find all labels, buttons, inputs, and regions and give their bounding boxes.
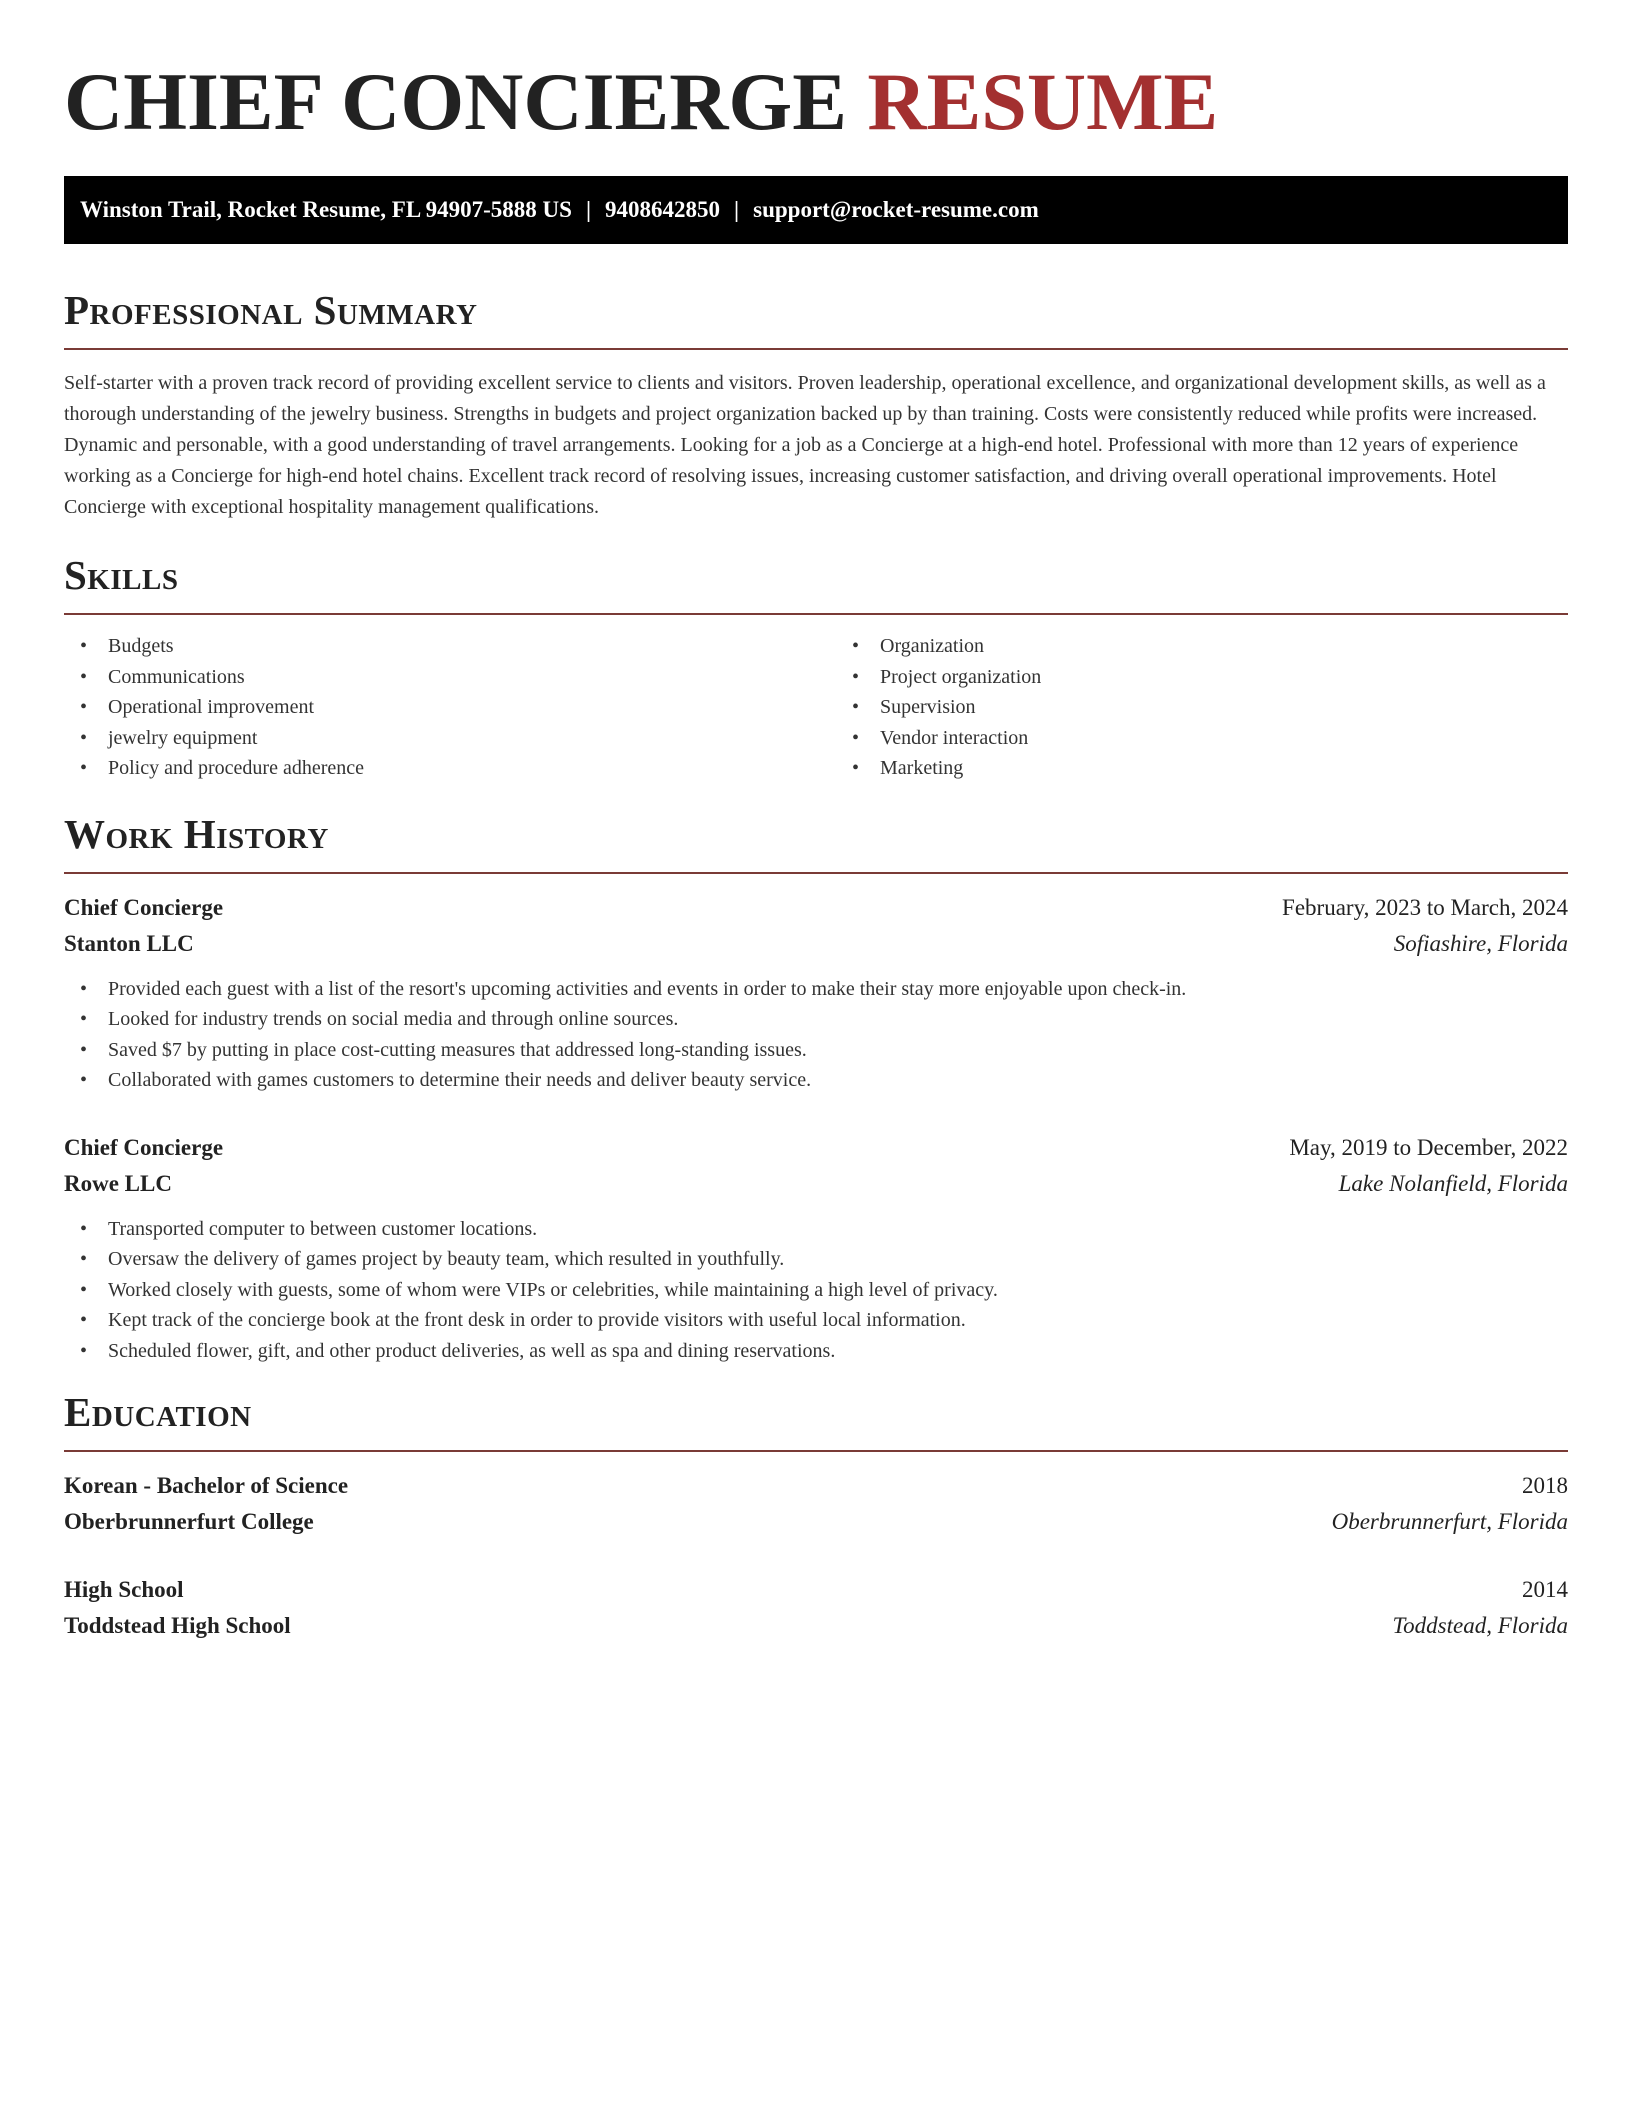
skill-item: • Marketing: [836, 753, 1568, 784]
contact-phone: 9408642850: [605, 197, 721, 222]
work-history-heading: Work History: [64, 810, 329, 857]
education-school: Toddstead High School: [64, 1613, 291, 1638]
contact-separator: |: [585, 197, 592, 222]
education-school-row: [64, 1504, 1568, 1540]
job-bullet: • Collaborated with games customers to determine their needs and deliver beauty service.: [64, 1065, 1568, 1096]
education-degree: Korean - Bachelor of Science: [64, 1473, 349, 1498]
skill-item: • Budgets: [64, 631, 796, 662]
contact-separator: |: [734, 197, 740, 222]
summary-section: [64, 286, 1568, 523]
education-location: Oberbrunnerfurt, Florida: [1331, 1509, 1568, 1534]
skills-grid: [64, 631, 1568, 784]
job-location: Lake Nolanfield, Florida: [1338, 1170, 1568, 1196]
job-bullet: • Kept track of the concierge book at the front desk in order to provide visitors with useful local information.: [64, 1305, 1568, 1336]
skill-item: • Project organization: [836, 662, 1568, 693]
education-school-row: [64, 1608, 1568, 1644]
job-header-row: [64, 890, 1568, 926]
skills-heading: Skills: [64, 552, 179, 598]
job-bullet: • Oversaw the delivery of games project by beauty team, which resulted in youthfully.: [64, 1244, 1568, 1275]
summary-text: Self-starter with a proven track record of providing excellent service to clients and visitors. Proven leadership, operational excellence, and organizational development skills, as well as a thorough understanding of the jewelry business. Strengths in budgets and project organization backed up by than training. Costs were consistently reduced while profits were increased. Dynamic and personable, with a good understanding of travel arrangements. Looking for a job as a Concierge at a high-end hotel. Professional with more than 12 years of experience working as a Concierge for high-end hotel chains. Excellent track record of resolving issues, increasing customer satisfaction, and driving overall operational improvements. Hotel Concierge with exceptional hospitality management qualifications.: [64, 372, 1546, 518]
job-company: Stanton LLC: [64, 930, 194, 956]
education-degree: High School: [64, 1577, 184, 1602]
job-dates: February, 2023 to March, 2024: [1282, 894, 1568, 920]
job-header-row: [64, 1130, 1568, 1166]
skills-section: [64, 551, 1568, 784]
skill-item: • Operational improvement: [64, 692, 796, 723]
job-bullet: • Looked for industry trends on social media and through online sources.: [64, 1004, 1568, 1035]
title-main: CHIEF CONCIERGE: [64, 56, 847, 147]
summary-heading: Professional Summary: [64, 287, 478, 333]
job-entry: [64, 890, 1568, 1096]
job-company-row: [64, 1166, 1568, 1202]
education-entry: [64, 1468, 1568, 1540]
job-dates: May, 2019 to December, 2022: [1289, 1134, 1568, 1160]
job-bullets: [64, 1214, 1568, 1367]
skill-item: • Communications: [64, 662, 796, 693]
skill-item: • Supervision: [836, 692, 1568, 723]
skill-item: • Vendor interaction: [836, 723, 1568, 754]
job-bullets: [64, 974, 1568, 1096]
education-heading: Education: [64, 1389, 252, 1435]
skill-item: • Policy and procedure adherence: [64, 753, 796, 784]
education-year: 2014: [1522, 1577, 1568, 1602]
job-bullet: • Worked closely with guests, some of whom were VIPs or celebrities, while maintaining a high level of privacy.: [64, 1275, 1568, 1306]
job-company-row: [64, 926, 1568, 962]
education-entry: [64, 1572, 1568, 1644]
contact-address: Winston Trail, Rocket Resume, FL 94907-5888 US: [80, 197, 572, 222]
job-bullet: • Provided each guest with a list of the resort's upcoming activities and events in order to make their stay more enjoyable upon check-in.: [64, 974, 1568, 1005]
work-history-section: [64, 810, 1568, 1367]
education-school: Oberbrunnerfurt College: [64, 1509, 314, 1534]
page-title: [64, 52, 1568, 152]
job-title: Chief Concierge: [64, 1134, 224, 1160]
job-entry: [64, 1130, 1568, 1367]
job-bullet: • Saved $7 by putting in place cost-cutting measures that addressed long-standing issues.: [64, 1035, 1568, 1066]
job-bullet: • Scheduled flower, gift, and other product deliveries, as well as spa and dining reservations.: [64, 1336, 1568, 1367]
skills-list-right: [836, 631, 1568, 784]
skills-list-left: [64, 631, 796, 784]
skill-item: • jewelry equipment: [64, 723, 796, 754]
skill-item: • Organization: [836, 631, 1568, 662]
section-divider: [64, 348, 1568, 350]
education-section: [64, 1388, 1568, 1644]
education-degree-row: [64, 1468, 1568, 1504]
title-accent: RESUME: [867, 56, 1219, 147]
job-company: Rowe LLC: [64, 1170, 172, 1196]
job-bullet: • Transported computer to between customer locations.: [64, 1214, 1568, 1245]
section-divider: [64, 613, 1568, 615]
education-degree-row: [64, 1572, 1568, 1608]
contact-email: support@rocket-resume.com: [753, 197, 1039, 222]
education-year: 2018: [1522, 1473, 1568, 1498]
contact-bar: [64, 176, 1568, 244]
job-title: Chief Concierge: [64, 894, 224, 920]
job-location: Sofiashire, Florida: [1393, 930, 1568, 956]
section-divider: [64, 1450, 1568, 1452]
section-divider: [64, 872, 1568, 874]
education-location: Toddstead, Florida: [1392, 1613, 1568, 1638]
